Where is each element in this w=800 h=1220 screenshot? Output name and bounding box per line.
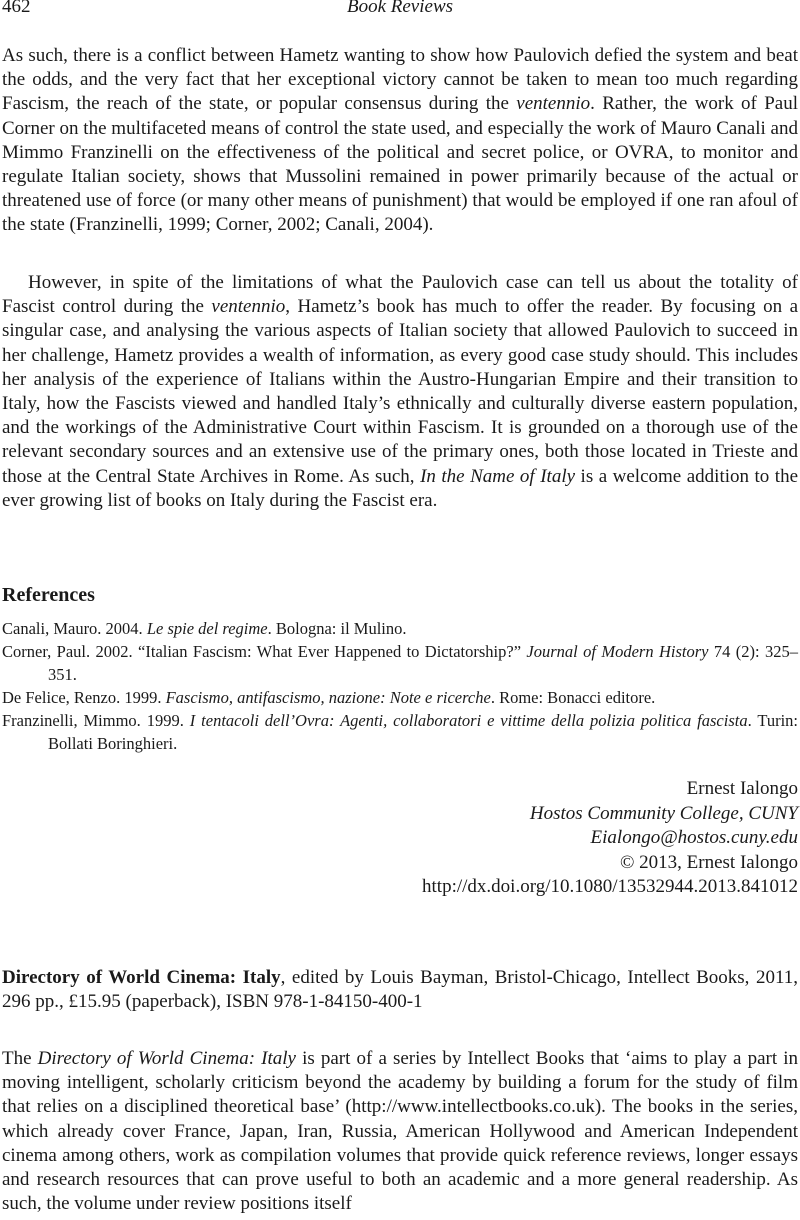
para2-text-a: However, in spite of the limitations of what the Paulovich case can tell us about the totality of Fascist control during the	[2, 272, 798, 318]
reference-item	[2, 617, 798, 640]
para1-italic: ventennio	[516, 93, 591, 115]
reference-text: . Bologna: il Mulino.	[267, 619, 407, 638]
doi-link[interactable]: http://dx.doi.org/10.1080/13532944.2013.841012	[422, 876, 798, 898]
copyright-line: © 2013, Ernest Ialongo	[619, 851, 798, 873]
body-paragraph-1	[2, 44, 798, 238]
reference-item	[2, 640, 798, 686]
reference-text: 74 (2): 325–351.	[48, 642, 798, 684]
reference-text: Franzinelli, Mimmo. 1999.	[2, 711, 190, 730]
reference-title: Journal of Modern History	[526, 642, 709, 661]
page-number: 462	[2, 0, 31, 17]
references-list	[2, 617, 798, 755]
page-header	[0, 0, 800, 20]
reference-title: Le spie del regime	[146, 619, 268, 638]
para2-italic-2: In the Name of Italy	[420, 465, 576, 487]
reference-title: I tentacoli dell’Ovra: Agenti, collaboratori e vittime della polizia politica fascista	[189, 711, 748, 730]
reviewed-book-title: Directory of World Cinema: Italy	[2, 967, 281, 988]
reviewer-name: Ernest Ialongo	[686, 778, 798, 799]
reference-text: . Rome: Bonacci editore.	[490, 688, 656, 707]
review-heading	[2, 966, 798, 1014]
body-paragraph-3	[2, 1047, 798, 1216]
reference-text: Canali, Mauro. 2004.	[2, 619, 147, 638]
reference-text: De Felice, Renzo. 1999.	[2, 688, 166, 707]
reference-item	[2, 709, 798, 755]
para2-text-c: is a welcome addition to the ever growing list of books on Italy during the Fascist era.	[2, 465, 799, 511]
reviewer-signature	[278, 777, 798, 900]
para1-text: As such, there is a conflict between Hametz wanting to show how Paulovich defied the system and beat the odds, and the very fact that her exceptional victory cannot be taken to mean too much regarding Fascism, the reach of the state, or popular consensus during the	[2, 45, 798, 115]
references-heading: References	[2, 584, 95, 606]
reference-item	[2, 686, 798, 709]
para2-italic-1: ventennio	[211, 296, 286, 318]
para2-text-b: , Hametz’s book has much to offer the reader. By focusing on a singular case, and analysing the various aspects of Italian society that allowed Paulovich to succeed in her challenge, Hametz provides a wealth of information, as every good case study should. This includes her analysis of the experience of Italians within the Austro-Hungarian Empire and their transition to Italy, how the Fascists viewed and handled Italy’s ethnically and culturally diverse eastern population, and the workings of the Administrative Court within Fascism. It is grounded on a thorough use of the relevant secondary sources and an extensive use of the primary ones, both those located in Trieste and those at the Central State Archives in Rome. As such,	[2, 296, 799, 487]
reference-text: . Turin: Bollati Boringhieri.	[48, 711, 798, 753]
reference-text: Corner, Paul. 2002. “Italian Fascism: What Ever Happened to Dictatorship?”	[2, 642, 527, 661]
para1-end: . Rather, the work of Paul Corner on the multifaceted means of control the state used, and especially the work of Mauro Canali and Mimmo Franzinelli on the effectiveness of the political and secret police, or OVRA, to monitor and regulate Italian society, shows that Mussolini remained in power primarily because of the actual or threatened use of force (or many other means of punishment) that would be employed if one ran afoul of the state (Franzinelli, 1999; Corner, 2002; Canali, 2004).	[2, 93, 798, 236]
para3-italic: Directory of World Cinema: Italy	[37, 1048, 296, 1069]
reviewer-email[interactable]: Eialongo@hostos.cuny.edu	[590, 827, 798, 849]
running-title: Book Reviews	[346, 0, 454, 17]
para3-text-b: is part of a series by Intellect Books that ‘aims to play a part in moving intelligent, scholarly criticism beyond the academy by building a forum for the study of film that relies on a disciplined theoretical base’ (http://www.intellectbooks.co.uk). The books in the series, which already cover France, Japan, Iran, Russia, American Hollywood and American Independent cinema among others, work as compilation volumes that provide quick reference reviews, longer essays and research resources that can prove useful to both an academic and a more general readership. As such, the volume under review positions itself	[2, 1048, 798, 1215]
reviewed-book-details: , edited by Louis Bayman, Bristol-Chicago, Intellect Books, 2011, 296 pp., £15.95 (paperback), ISBN 978-1-84150-400-1	[2, 967, 798, 1013]
reference-title: Fascismo, antifascismo, nazione: Note e ricerche	[165, 688, 491, 707]
reviewer-affiliation: Hostos Community College, CUNY	[529, 802, 798, 824]
para3-text-a: The	[2, 1048, 38, 1069]
body-paragraph-2	[2, 271, 798, 513]
